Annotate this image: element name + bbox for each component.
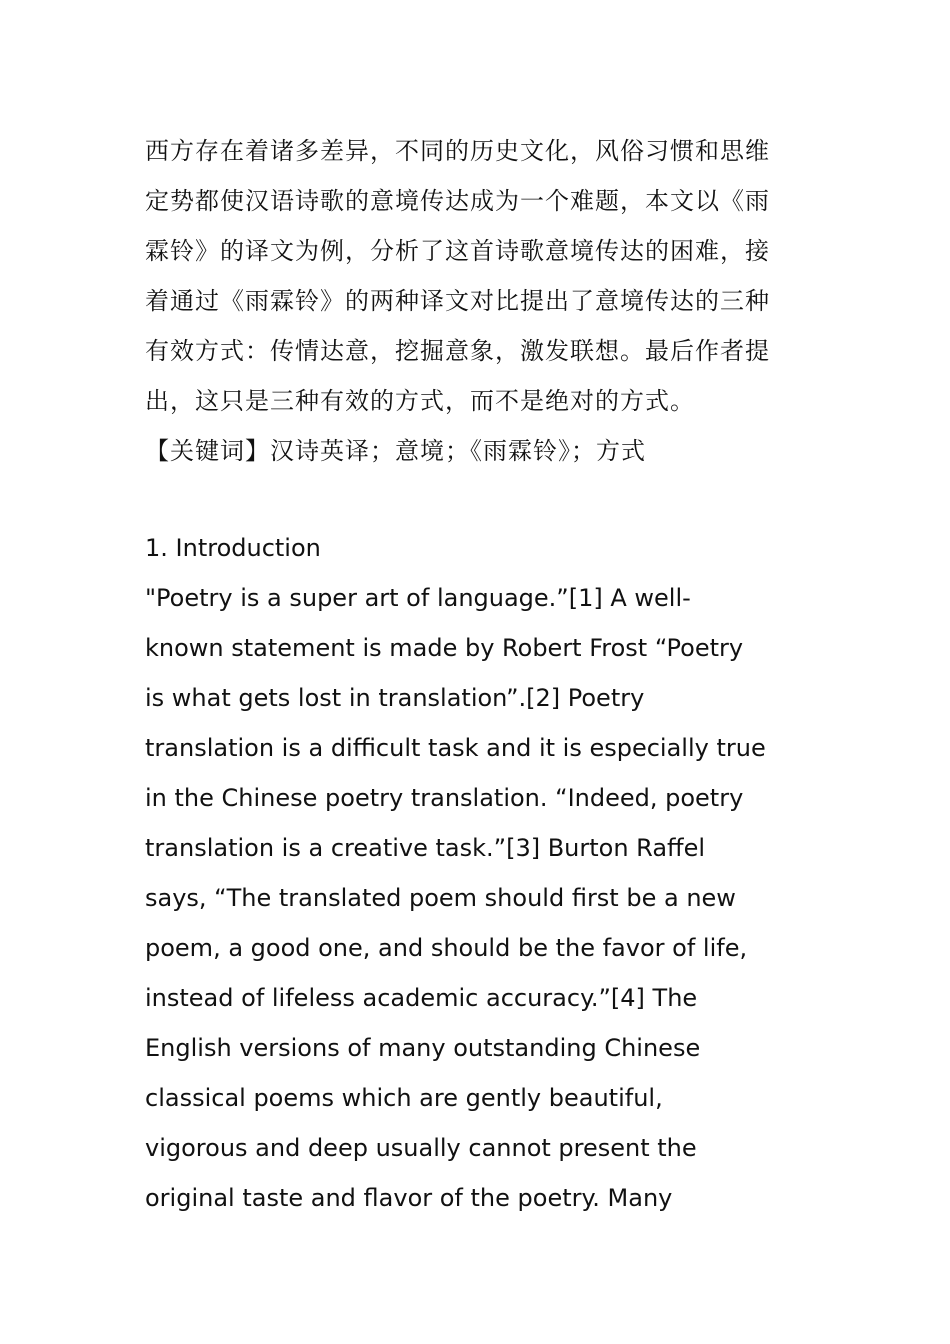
abstract-line: 出，这只是三种有效的方式，而不是绝对的方式。: [145, 387, 695, 415]
body-line: translation is a creative task.”[3] Burton Raffel: [145, 834, 706, 862]
abstract-line: 定势都使汉语诗歌的意境传达成为一个难题，本文以《雨: [145, 187, 770, 215]
chinese-abstract: [145, 126, 805, 476]
body-line: English versions of many outstanding Chinese: [145, 1034, 701, 1062]
body-line: known statement is made by Robert Frost “Poetry: [145, 634, 744, 662]
body-line: says, “The translated poem should first be a new: [145, 884, 736, 912]
body-line: classical poems which are gently beautiful,: [145, 1084, 663, 1112]
body-line: original taste and flavor of the poetry. Many: [145, 1184, 673, 1212]
body-line: translation is a difficult task and it is especially true: [145, 734, 766, 762]
body-line: in the Chinese poetry translation. “Indeed, poetry: [145, 784, 744, 812]
abstract-line: 霖铃》的译文为例，分析了这首诗歌意境传达的困难，接: [145, 237, 770, 265]
body-line: is what gets lost in translation”.[2] Poetry: [145, 684, 645, 712]
body-line: poem, a good one, and should be the favor of life,: [145, 934, 748, 962]
page-content: [145, 126, 805, 1223]
abstract-line: 有效方式：传情达意，挖掘意象，激发联想。最后作者提: [145, 337, 770, 365]
body-line: "Poetry is a super art of language.”[1] A well-: [145, 584, 691, 612]
body-line: instead of lifeless academic accuracy.”[4] The: [145, 984, 698, 1012]
section-heading: 1. Introduction: [145, 534, 321, 562]
keywords-line: 【关键词】汉诗英译；意境；《雨霖铃》；方式: [145, 437, 646, 465]
abstract-line: 着通过《雨霖铃》的两种译文对比提出了意境传达的三种: [145, 287, 770, 315]
introduction-section: [145, 523, 805, 1223]
body-line: vigorous and deep usually cannot present the: [145, 1134, 697, 1162]
paragraph-spacer: [145, 476, 805, 523]
abstract-line: 西方存在着诸多差异，不同的历史文化，风俗习惯和思维: [145, 137, 770, 165]
